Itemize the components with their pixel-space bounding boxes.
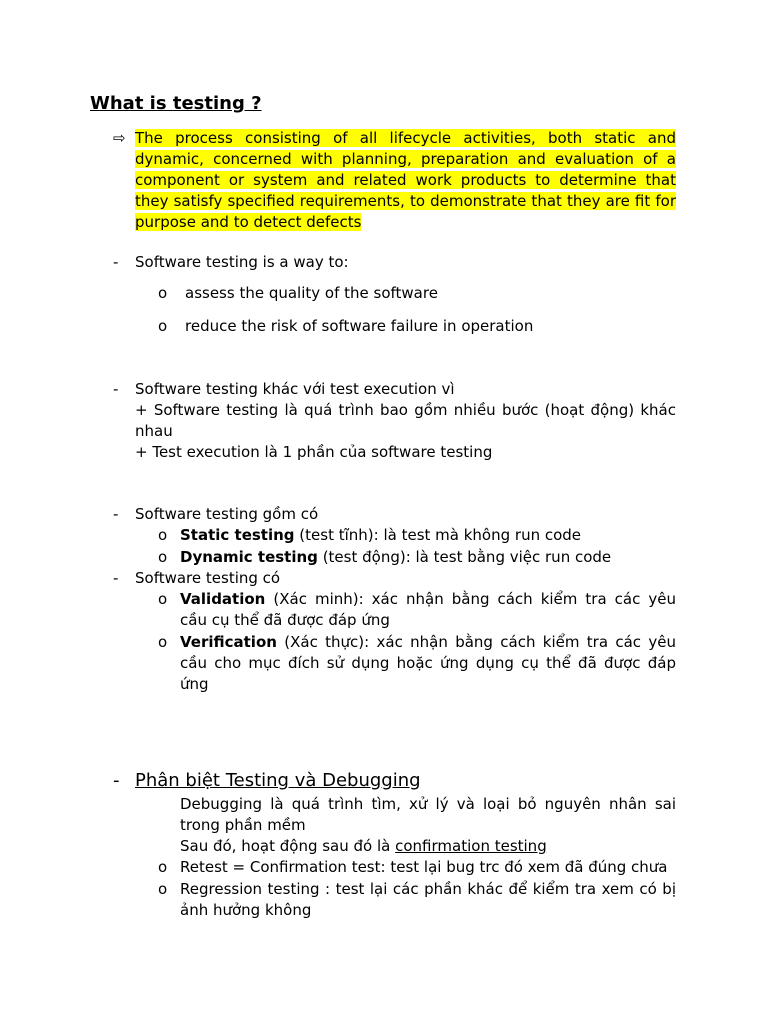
verification-line: cầu cho mục đích sử dụng hoặc ứng dụng cụ thể đã được đáp	[180, 654, 676, 672]
verification-paragraph	[180, 632, 676, 695]
dash-bullet: -	[113, 253, 119, 271]
regression-line: ảnh hưởng không	[180, 901, 312, 919]
section2-line: nhau	[135, 422, 173, 440]
circle-bullet: o	[158, 526, 168, 544]
validation-paragraph	[180, 589, 676, 631]
debugging-paragraph	[180, 794, 676, 857]
section1-item: assess the quality of the software	[185, 284, 438, 302]
confirmation-testing-link: confirmation testing	[395, 837, 547, 855]
validation-desc: (Xác minh): xác nhận bằng cách kiểm tra các yêu	[265, 590, 676, 608]
section1-item: reduce the risk of software failure in operation	[185, 317, 534, 335]
page-title: What is testing ?	[90, 93, 262, 114]
section2-paragraph	[135, 400, 676, 463]
circle-bullet: o	[158, 633, 168, 651]
definition-line: they satisfy specified requirements, to demonstrate that they are fit for	[135, 192, 676, 210]
static-testing-desc: (test tĩnh): là test mà không run code	[294, 526, 582, 544]
retest-item: Retest = Confirmation test: test lại bug trc đó xem đã đúng chưa	[180, 858, 668, 876]
section2-line: + Software testing là quá trình bao gồm nhiều bước (hoạt động) khác	[135, 401, 676, 419]
after-prefix: Sau đó, hoạt động sau đó là	[180, 837, 396, 855]
regression-paragraph	[180, 879, 676, 921]
regression-line: Regression testing : test lại các phần khác để kiểm tra xem có bị	[180, 880, 676, 898]
dynamic-testing-term: Dynamic testing	[180, 548, 318, 566]
dynamic-testing-desc: (test động): là test bằng việc run code	[317, 548, 612, 566]
verification-desc: (Xác thực): xác nhận bằng cách kiểm tra các yêu	[276, 633, 676, 651]
static-testing-item	[180, 525, 581, 546]
static-testing-term: Static testing	[180, 526, 295, 544]
circle-bullet: o	[158, 858, 168, 876]
dash-bullet: -	[113, 505, 119, 523]
definition-paragraph	[135, 128, 676, 233]
dynamic-testing-item	[180, 547, 611, 568]
circle-bullet: o	[158, 880, 168, 898]
definition-line: dynamic, concerned with planning, preparation and evaluation of a	[135, 150, 676, 168]
verification-line: ứng	[180, 675, 209, 693]
section3-intro: Software testing gồm có	[135, 505, 319, 523]
arrow-bullet-icon: ⇨	[113, 129, 126, 147]
section4-intro: Software testing có	[135, 569, 281, 587]
circle-bullet: o	[158, 317, 168, 335]
definition-line: component or system and related work products to determine that	[135, 171, 676, 189]
debugging-line: trong phần mềm	[180, 816, 306, 834]
section1-intro: Software testing is a way to:	[135, 253, 349, 271]
after-line	[180, 836, 676, 857]
verification-term: Verification	[180, 633, 277, 651]
debugging-line: Debugging là quá trình tìm, xử lý và loại bỏ nguyên nhân sai	[180, 795, 676, 813]
dash-bullet: -	[113, 770, 120, 791]
definition-line: The process consisting of all lifecycle activities, both static and	[135, 129, 676, 147]
dash-bullet: -	[113, 569, 119, 587]
dash-bullet: -	[113, 380, 119, 398]
section5-heading: Phân biệt Testing và Debugging	[135, 770, 421, 791]
definition-line: purpose and to detect defects	[135, 213, 362, 231]
validation-term: Validation	[180, 590, 266, 608]
validation-line: cầu cụ thể đã được đáp ứng	[180, 611, 390, 629]
section2-line: + Test execution là 1 phần của software testing	[135, 443, 493, 461]
circle-bullet: o	[158, 590, 168, 608]
circle-bullet: o	[158, 284, 168, 302]
section2-intro: Software testing khác với test execution vì	[135, 380, 455, 398]
circle-bullet: o	[158, 548, 168, 566]
